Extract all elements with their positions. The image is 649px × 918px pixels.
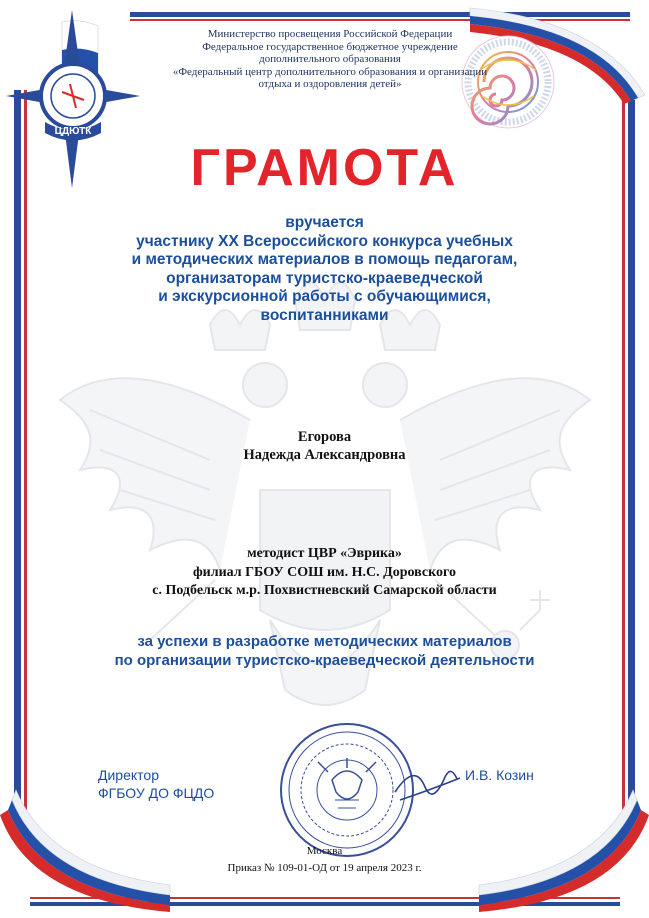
award-reason: [40, 633, 609, 670]
recipient-surname: Егорова: [297, 429, 352, 445]
recipient-position: [60, 545, 589, 601]
signatory-name: И.В. Козин: [465, 767, 534, 783]
header-line: отдыха и оздоровления детей»: [258, 78, 402, 90]
intro-line: участнику XX Всероссийского конкурса учебных: [136, 232, 513, 250]
round-seal-stamp: [281, 724, 413, 856]
logo-left-text: ЦДЮТК: [54, 126, 92, 137]
position-line: методист ЦВР «Эврика»: [247, 546, 402, 561]
reason-line: за успехи в разработке методических материалов: [137, 633, 512, 650]
intro-line: организаторам туристско-краеведческой: [166, 269, 483, 287]
intro-line: и методических материалов в помощь педагогам,: [131, 251, 518, 268]
recipient-name: [60, 429, 589, 464]
reason-line: по организации туристско-краеведческой деятельности: [114, 651, 535, 669]
right-border-blue: [628, 100, 635, 810]
intro-line: воспитанниками: [260, 306, 389, 324]
position-line: с. Подбельск м.р. Похвистневский Самарской области: [152, 583, 497, 598]
signatory-role: [98, 766, 214, 802]
issuer-header: [110, 28, 550, 91]
header-line: дополнительного образования: [259, 53, 401, 65]
recipient-given-name: Надежда Александровна: [243, 446, 406, 463]
top-border-blue: [130, 12, 630, 17]
left-border-red: [24, 90, 27, 810]
header-line: «Федеральный центр дополнительного образования и организации: [172, 65, 488, 78]
signatory-role-line: ФГБОУ ДО ФЦДО: [98, 785, 215, 801]
top-border-red: [130, 19, 630, 21]
issue-city: Москва: [306, 845, 343, 857]
left-border-blue: [14, 90, 21, 810]
order-reference: Приказ № 109-01-ОД от 19 апреля 2023 г.: [227, 862, 422, 874]
header-line: Федеральное государственное бюджетное учреждение: [202, 40, 458, 53]
signatory-role-line: Директор: [98, 767, 159, 783]
header-line: Министерство просвещения Российской Федерации: [207, 28, 453, 40]
award-intro: [60, 214, 589, 325]
intro-line: и экскурсионной работы с обучающимися,: [158, 288, 491, 305]
intro-line: вручается: [285, 214, 364, 231]
right-border-red: [622, 100, 625, 810]
position-line: филиал ГБОУ СОШ им. Н.С. Доровского: [193, 564, 456, 580]
certificate-title: ГРАМОТА: [190, 139, 459, 197]
